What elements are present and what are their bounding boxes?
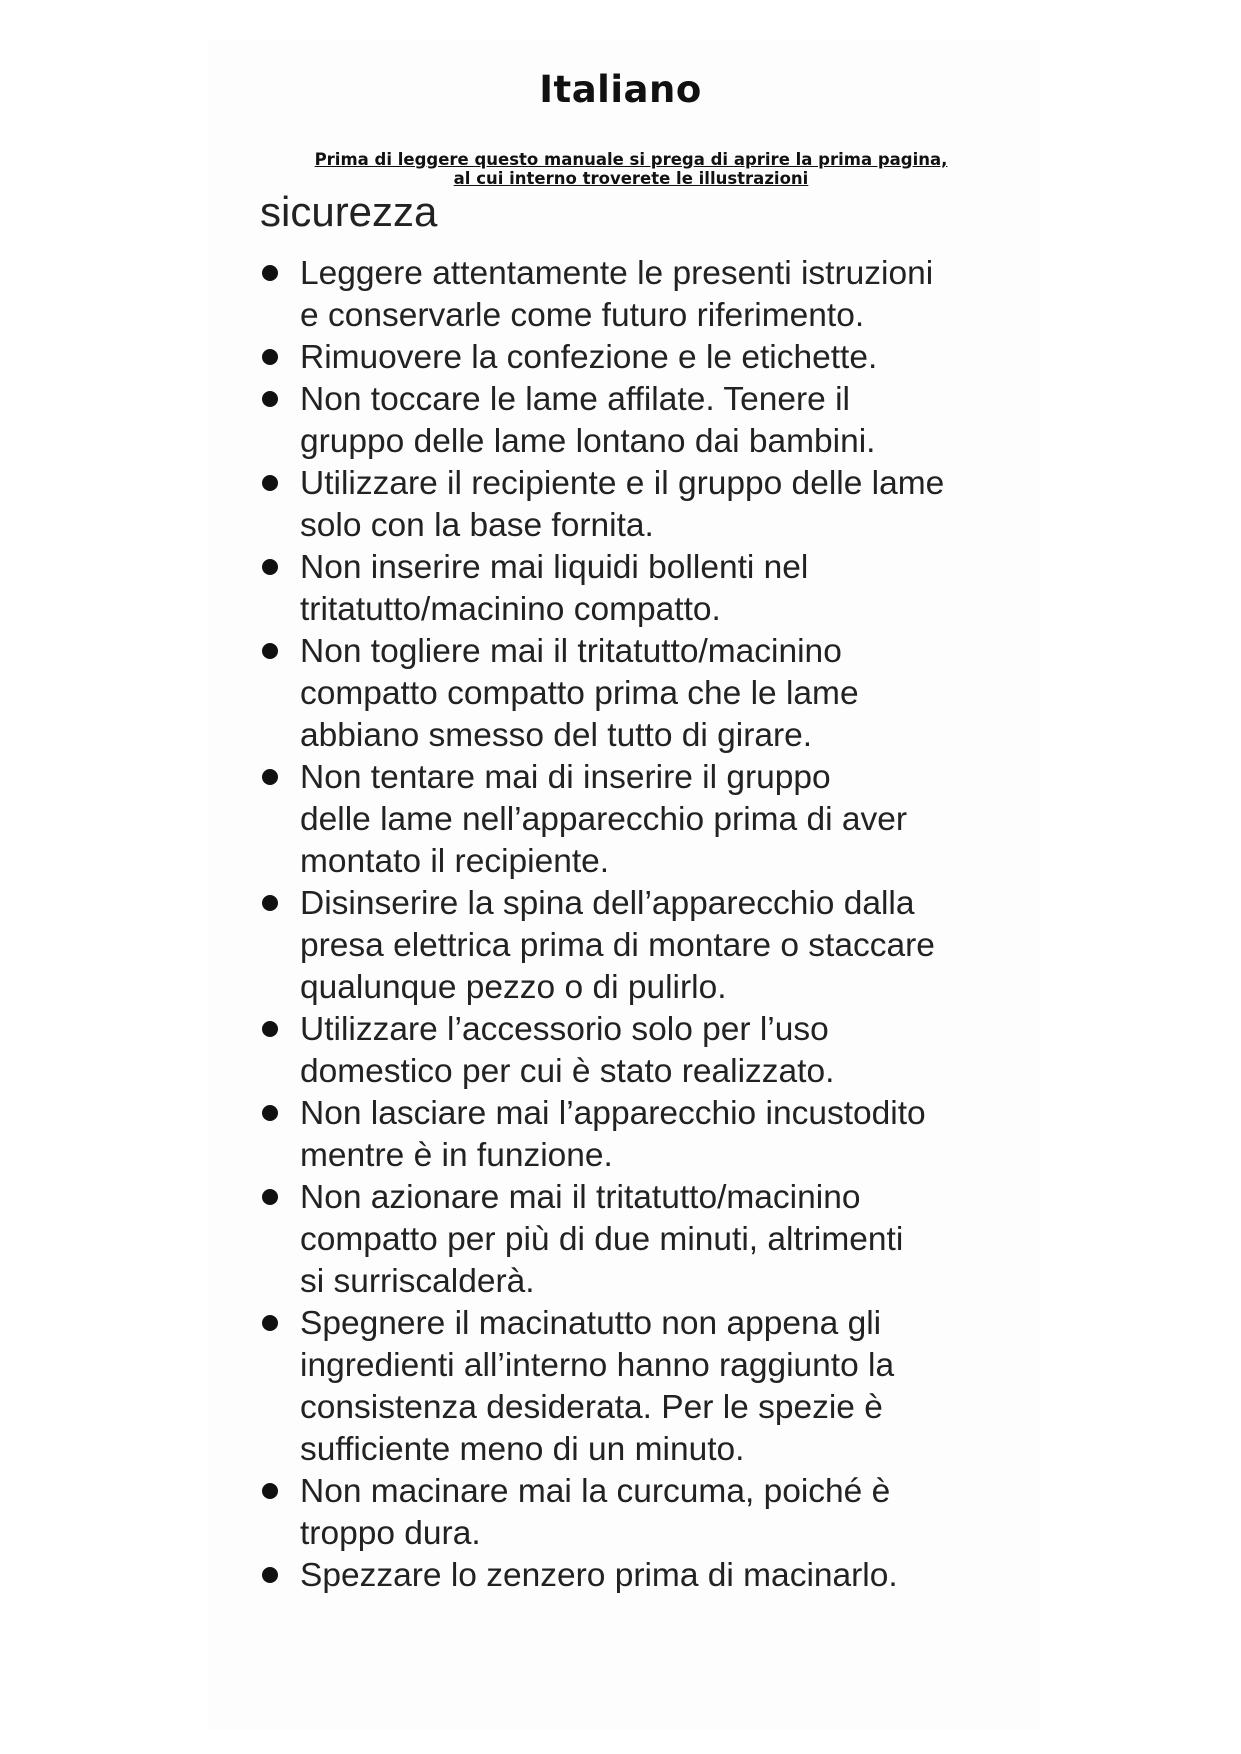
list-item-line: sufficiente meno di un minuto. — [300, 1431, 745, 1468]
safety-list-item — [260, 337, 1020, 379]
list-item-line: Spezzare lo zenzero prima di macinarlo. — [300, 1557, 898, 1594]
list-item-line: Utilizzare l’accessorio solo per l’uso — [300, 1011, 829, 1048]
list-item-line: qualunque pezzo o di pulirlo. — [300, 969, 727, 1006]
safety-list-item — [260, 463, 1020, 547]
bullet-icon — [262, 643, 278, 659]
list-item-line: gruppo delle lame lontano dai bambini. — [300, 423, 876, 460]
illustrations-notice — [266, 150, 996, 188]
safety-list-item — [260, 1093, 1020, 1177]
list-item-line: Spegnere il macinatutto non appena gli — [300, 1305, 882, 1342]
safety-list-item — [260, 253, 1020, 337]
section-title-safety: sicurezza — [260, 188, 438, 235]
list-item-line: e conservarle come futuro riferimento. — [300, 297, 865, 334]
list-item-line: compatto compatto prima che le lame — [300, 675, 859, 712]
safety-list-item — [260, 1177, 1020, 1303]
notice-line-2: al cui interno troverete le illustrazioni — [453, 169, 809, 188]
safety-list-item — [260, 379, 1020, 463]
list-item-line: Utilizzare il recipiente e il gruppo delle lame — [300, 465, 945, 502]
list-item-line: tritatutto/macinino compatto. — [300, 591, 721, 628]
bullet-icon — [262, 1189, 278, 1205]
bullet-icon — [262, 769, 278, 785]
list-item-line: presa elettrica prima di montare o staccare — [300, 927, 935, 964]
list-item-line: Non togliere mai il tritatutto/macinino — [300, 633, 842, 670]
list-item-line: Non lasciare mai l’apparecchio incustodito — [300, 1095, 926, 1132]
safety-list-item — [260, 1009, 1020, 1093]
safety-list-item — [260, 883, 1020, 1009]
bullet-icon — [262, 1483, 278, 1499]
list-item-line: Leggere attentamente le presenti istruzioni — [300, 255, 934, 292]
list-item-line: domestico per cui è stato realizzato. — [300, 1053, 835, 1090]
bullet-icon — [262, 1315, 278, 1331]
list-item-line: troppo dura. — [300, 1515, 481, 1552]
safety-list-item — [260, 1555, 1020, 1597]
list-item-line: ingredienti all’interno hanno raggiunto la — [300, 1347, 895, 1384]
list-item-line: si surriscalderà. — [300, 1263, 535, 1300]
list-item-line: Disinserire la spina dell’apparecchio dalla — [300, 885, 915, 922]
bullet-icon — [262, 1021, 278, 1037]
safety-list-item — [260, 631, 1020, 757]
bullet-icon — [262, 559, 278, 575]
list-item-line: Non azionare mai il tritatutto/macinino — [300, 1179, 861, 1216]
safety-list-item — [260, 757, 1020, 883]
list-item-line: solo con la base fornita. — [300, 507, 654, 544]
list-item-line: mentre è in funzione. — [300, 1137, 613, 1174]
list-item-line: abbiano smesso del tutto di girare. — [300, 717, 813, 754]
notice-line-1: Prima di leggere questo manuale si prega di aprire la prima pagina, — [314, 150, 948, 169]
list-item-line: Rimuovere la confezione e le etichette. — [300, 339, 878, 376]
list-item-line: montato il recipiente. — [300, 843, 610, 880]
bullet-icon — [262, 1105, 278, 1121]
list-item-line: consistenza desiderata. Per le spezie è — [300, 1389, 883, 1426]
page-title: Italiano — [539, 68, 702, 111]
safety-list-item — [260, 1303, 1020, 1471]
bullet-icon — [262, 391, 278, 407]
bullet-icon — [262, 1567, 278, 1583]
safety-list-item — [260, 547, 1020, 631]
bullet-icon — [262, 475, 278, 491]
bullet-icon — [262, 265, 278, 281]
list-item-line: Non inserire mai liquidi bollenti nel — [300, 549, 809, 586]
list-item-line: delle lame nell’apparecchio prima di aver — [300, 801, 908, 838]
bullet-icon — [262, 349, 278, 365]
list-item-line: Non toccare le lame affilate. Tenere il — [300, 381, 850, 418]
list-item-line: Non tentare mai di inserire il gruppo — [300, 759, 831, 796]
bullet-icon — [262, 895, 278, 911]
safety-list-item — [260, 1471, 1020, 1555]
list-item-line: compatto per più di due minuti, altrimenti — [300, 1221, 904, 1258]
list-item-line: Non macinare mai la curcuma, poiché è — [300, 1473, 891, 1510]
safety-list — [260, 253, 1020, 1597]
